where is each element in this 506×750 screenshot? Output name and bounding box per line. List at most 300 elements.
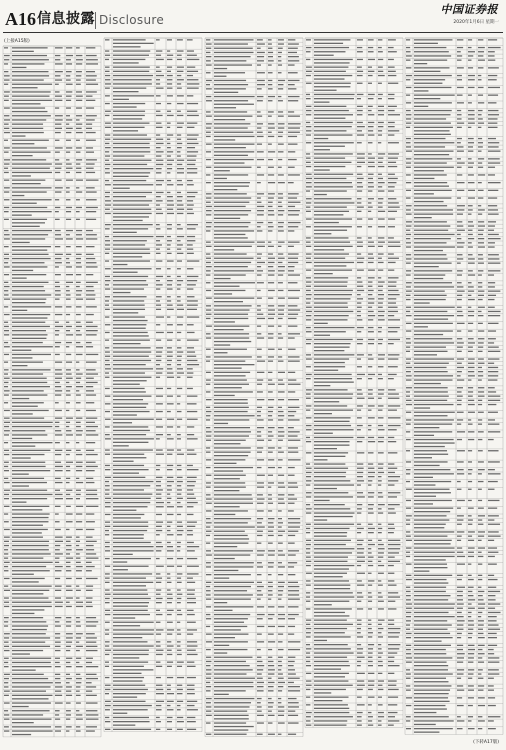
cell-text [388, 528, 395, 529]
table-row [306, 126, 395, 127]
cell-text [468, 330, 473, 331]
cell-text [66, 430, 71, 431]
cell-text [378, 512, 383, 513]
cell-text [86, 714, 98, 715]
cell-text [206, 206, 212, 207]
cell-text [378, 644, 381, 645]
cell-text [12, 593, 43, 594]
cell-text [12, 330, 46, 331]
cell-text [66, 674, 70, 675]
cell-text [468, 591, 472, 592]
cell-text [357, 712, 363, 713]
cell-text [414, 489, 450, 490]
table-row [306, 253, 394, 254]
cell-text [4, 578, 10, 579]
table-row [105, 438, 198, 446]
cell-text [368, 277, 375, 278]
cell-text [86, 470, 95, 471]
table-row [406, 118, 498, 119]
cell-text [86, 402, 94, 403]
cell-text [4, 91, 10, 92]
table-row [306, 315, 394, 316]
cell-text [388, 202, 399, 203]
cell-text [357, 697, 362, 698]
cell-text [368, 628, 372, 629]
cell-text [86, 238, 97, 239]
cell-text [113, 324, 146, 325]
table-row [306, 463, 394, 464]
cell-text [368, 585, 372, 586]
cell-text [306, 51, 310, 52]
cell-text [187, 721, 196, 722]
cell-text [268, 427, 275, 428]
cell-text [113, 232, 137, 233]
cell-text [86, 234, 97, 235]
cell-text [357, 557, 365, 558]
cell-text [368, 524, 373, 525]
table-row [306, 262, 396, 267]
cell-text [406, 291, 412, 292]
cell-text [187, 155, 197, 156]
table-row [105, 200, 193, 201]
cell-text [167, 598, 173, 599]
cell-text [214, 329, 244, 330]
cell-text [257, 522, 262, 523]
cell-text [314, 222, 339, 223]
cell-text [478, 295, 484, 296]
cell-text [257, 372, 264, 373]
cell-text [12, 215, 32, 216]
cell-text [357, 190, 362, 191]
cell-text [257, 246, 265, 247]
cell-text [414, 151, 454, 152]
cell-text [457, 307, 462, 308]
cell-text [357, 211, 361, 212]
cell-text [414, 351, 448, 352]
cell-text [388, 253, 394, 254]
cell-text [214, 226, 248, 227]
cell-text [206, 734, 211, 735]
table-row [306, 218, 395, 223]
table-row [306, 592, 398, 593]
cell-text [268, 566, 274, 567]
cell-text [4, 719, 9, 720]
table-row [406, 500, 499, 505]
cell-text [214, 535, 248, 536]
cell-text [378, 608, 384, 609]
cell-text [268, 661, 273, 662]
cell-text [268, 531, 273, 532]
cell-text [314, 51, 345, 52]
cell-text [288, 498, 297, 499]
cell-text [214, 298, 254, 299]
cell-text [388, 720, 399, 721]
cell-text [357, 720, 362, 721]
cell-text [488, 242, 495, 243]
cell-text [406, 205, 412, 206]
cell-text [468, 587, 474, 588]
table-row [406, 469, 495, 470]
cell-text [113, 465, 144, 466]
cell-text [414, 612, 449, 613]
table-row [306, 186, 395, 187]
cell-text [214, 722, 246, 723]
cell-text [368, 484, 371, 485]
cell-text [314, 174, 353, 175]
cell-text [55, 124, 61, 125]
cell-text [368, 302, 374, 303]
cell-text [55, 454, 61, 455]
cell-text [105, 172, 110, 173]
cell-text [177, 95, 184, 96]
cell-text [113, 399, 143, 400]
cell-text [105, 396, 110, 397]
cell-text [306, 648, 311, 649]
cell-text [105, 127, 111, 128]
cell-text [288, 554, 296, 555]
cell-text [306, 246, 311, 247]
table-row [105, 594, 195, 595]
cell-text [414, 536, 447, 537]
cell-text [156, 666, 162, 667]
cell-text [478, 51, 484, 52]
cell-text [86, 354, 98, 355]
cell-text [406, 461, 411, 462]
table-row [206, 431, 300, 432]
cell-text [156, 83, 160, 84]
cell-text [357, 504, 362, 505]
cell-text [314, 665, 350, 666]
cell-text [388, 262, 396, 263]
cell-text [76, 545, 79, 546]
cell-text [177, 705, 180, 706]
cell-text [12, 250, 47, 251]
cell-text [206, 43, 212, 44]
cell-text [86, 394, 96, 395]
cell-text [66, 286, 69, 287]
cell-text [314, 262, 354, 263]
cell-text [55, 115, 63, 116]
table-row [306, 716, 395, 717]
table-row [306, 358, 398, 363]
cell-text [478, 536, 484, 537]
table-row [105, 542, 194, 543]
cell-text [368, 425, 372, 426]
cell-text [314, 106, 346, 107]
cell-text [76, 658, 81, 659]
cell-text [457, 230, 465, 231]
cell-text [12, 606, 52, 607]
cell-text [156, 582, 161, 583]
cell-text [314, 576, 343, 577]
cell-text [55, 107, 59, 108]
cell-text [187, 534, 193, 535]
cell-text [306, 258, 311, 259]
table-row [306, 405, 400, 406]
cell-text [468, 481, 472, 482]
cell-text [167, 578, 171, 579]
cell-text [388, 358, 398, 359]
cell-text [113, 184, 153, 185]
cell-text [113, 134, 147, 135]
cell-text [314, 114, 353, 115]
cell-text [4, 442, 8, 443]
cell-text [457, 114, 462, 115]
table-row [105, 347, 194, 348]
cell-text [187, 192, 198, 193]
cell-text [4, 84, 8, 85]
table-row [206, 415, 294, 416]
cell-text [306, 374, 312, 375]
cell-text [76, 163, 80, 164]
table-row [306, 452, 397, 460]
cell-text [478, 158, 484, 159]
cell-text [12, 502, 26, 503]
cell-text [113, 91, 139, 92]
cell-text [306, 540, 311, 541]
cell-text [156, 95, 161, 96]
cell-text [76, 128, 82, 129]
cell-text [278, 72, 282, 73]
cell-text [314, 673, 349, 674]
cell-text [488, 591, 500, 592]
cell-text [86, 230, 93, 231]
cell-text [468, 311, 474, 312]
cell-text [414, 375, 453, 376]
cell-text [457, 246, 464, 247]
cell-text [105, 134, 110, 135]
cell-text [388, 94, 395, 95]
cell-text [268, 193, 275, 194]
cell-text [378, 354, 385, 355]
table-row [306, 504, 400, 505]
cell-text [278, 202, 282, 203]
cell-text [278, 487, 285, 488]
cell-text [156, 143, 164, 144]
cell-text [278, 151, 283, 152]
cell-text [378, 339, 383, 340]
cell-text [488, 347, 499, 348]
cell-text [388, 452, 397, 453]
cell-text [167, 284, 172, 285]
cell-text [378, 665, 383, 666]
cell-text [414, 146, 445, 147]
cell-text [314, 615, 349, 616]
cell-text [113, 139, 151, 140]
cell-text [388, 463, 394, 464]
cell-text [76, 482, 83, 483]
cell-text [488, 205, 497, 206]
cell-text [187, 180, 193, 181]
cell-text [66, 147, 72, 148]
cell-text [12, 682, 53, 683]
cell-text [488, 246, 495, 247]
cell-text [86, 369, 96, 370]
cell-text [278, 136, 283, 137]
cell-text [257, 309, 261, 310]
cell-text [12, 525, 43, 526]
cell-text [378, 480, 382, 481]
cell-text [12, 211, 52, 212]
cell-text [388, 211, 397, 212]
cell-text [206, 690, 211, 691]
cell-text [257, 698, 262, 699]
cell-text [156, 71, 161, 72]
cell-text [12, 222, 45, 223]
table-row [406, 575, 494, 576]
cell-text [66, 642, 72, 643]
table-row [406, 238, 501, 239]
cell-text [55, 362, 62, 363]
cell-text [257, 574, 261, 575]
cell-text [278, 411, 283, 412]
cell-text [357, 374, 365, 375]
cell-text [414, 63, 427, 64]
cell-text [66, 506, 71, 507]
cell-text [468, 95, 472, 96]
table-row [306, 601, 395, 606]
cell-text [66, 637, 73, 638]
cell-text [214, 337, 249, 338]
cell-text [76, 726, 80, 727]
table-row [105, 558, 197, 563]
cell-text [76, 621, 80, 622]
cell-text [55, 119, 63, 120]
cell-text [388, 110, 395, 111]
cell-text [167, 411, 171, 412]
cell-text [55, 286, 60, 287]
cell-text [314, 472, 346, 473]
cell-text [177, 143, 182, 144]
cell-text [105, 602, 110, 603]
cell-text [414, 637, 453, 638]
cell-text [12, 691, 46, 692]
cell-text [113, 103, 145, 104]
cell-text [66, 719, 70, 720]
cell-text [306, 524, 311, 525]
cell-text [12, 207, 47, 208]
cell-text [478, 274, 482, 275]
cell-text [206, 566, 211, 567]
cell-text [488, 595, 495, 596]
cell-text [314, 500, 330, 501]
cell-text [12, 382, 47, 383]
cell-text [66, 334, 73, 335]
cell-text [378, 374, 382, 375]
cell-text [113, 634, 154, 635]
cell-text [12, 430, 45, 431]
cell-text [156, 115, 163, 116]
cell-text [278, 510, 282, 511]
cell-text [368, 218, 373, 219]
cell-text [468, 118, 475, 119]
cell-text [206, 634, 212, 635]
cell-text [66, 558, 73, 559]
cell-text [66, 124, 69, 125]
table-row [206, 123, 301, 124]
cell-text [206, 361, 210, 362]
cell-text [113, 388, 145, 389]
cell-text [457, 225, 463, 226]
cell-text [488, 142, 499, 143]
cell-text [478, 508, 484, 509]
cell-text [414, 603, 455, 604]
cell-text [278, 554, 285, 555]
cell-text [478, 575, 482, 576]
table-row [206, 459, 301, 464]
table-row [306, 211, 397, 216]
cell-text [257, 634, 262, 635]
cell-text [177, 498, 183, 499]
cell-text [357, 561, 365, 562]
cell-text [278, 384, 285, 385]
cell-text [357, 657, 365, 658]
table-row [4, 322, 93, 323]
cell-text [86, 63, 98, 64]
cell-text [257, 333, 261, 334]
cell-text [206, 48, 211, 49]
cell-text [187, 566, 199, 567]
cell-text [378, 628, 383, 629]
cell-text [314, 186, 353, 187]
cell-text [105, 729, 110, 730]
cell-text [66, 282, 73, 283]
cell-text [406, 342, 411, 343]
cell-text [167, 236, 171, 237]
cell-text [214, 361, 245, 362]
cell-text [257, 435, 261, 436]
cell-text [66, 450, 71, 451]
cell-text [4, 730, 9, 731]
cell-text [306, 620, 311, 621]
cell-text [113, 645, 154, 646]
cell-text [76, 617, 80, 618]
table-row [4, 537, 93, 538]
table-row [406, 182, 501, 187]
cell-text [86, 55, 97, 56]
cell-text [488, 450, 499, 451]
table-row [306, 374, 397, 375]
table-row [206, 682, 294, 683]
cell-text [288, 702, 299, 703]
cell-text [187, 685, 195, 686]
cell-text [388, 190, 394, 191]
cell-text [457, 358, 464, 359]
cell-text [177, 506, 183, 507]
cell-text [177, 654, 182, 655]
cell-text [378, 258, 382, 259]
cell-text [156, 594, 161, 595]
cell-text [187, 103, 198, 104]
cell-text [76, 537, 80, 538]
cell-text [406, 238, 410, 239]
cell-text [214, 686, 254, 687]
cell-text [177, 641, 181, 642]
cell-text [478, 400, 482, 401]
cell-text [12, 597, 49, 598]
cell-text [278, 123, 285, 124]
cell-text [278, 274, 283, 275]
cell-text [388, 585, 397, 586]
table-row [105, 184, 194, 189]
cell-text [4, 562, 10, 563]
cell-text [378, 253, 384, 254]
cell-text [187, 434, 194, 435]
cell-text [288, 88, 296, 89]
cell-text [66, 382, 69, 383]
cell-text [214, 43, 248, 44]
table-row [306, 339, 400, 340]
